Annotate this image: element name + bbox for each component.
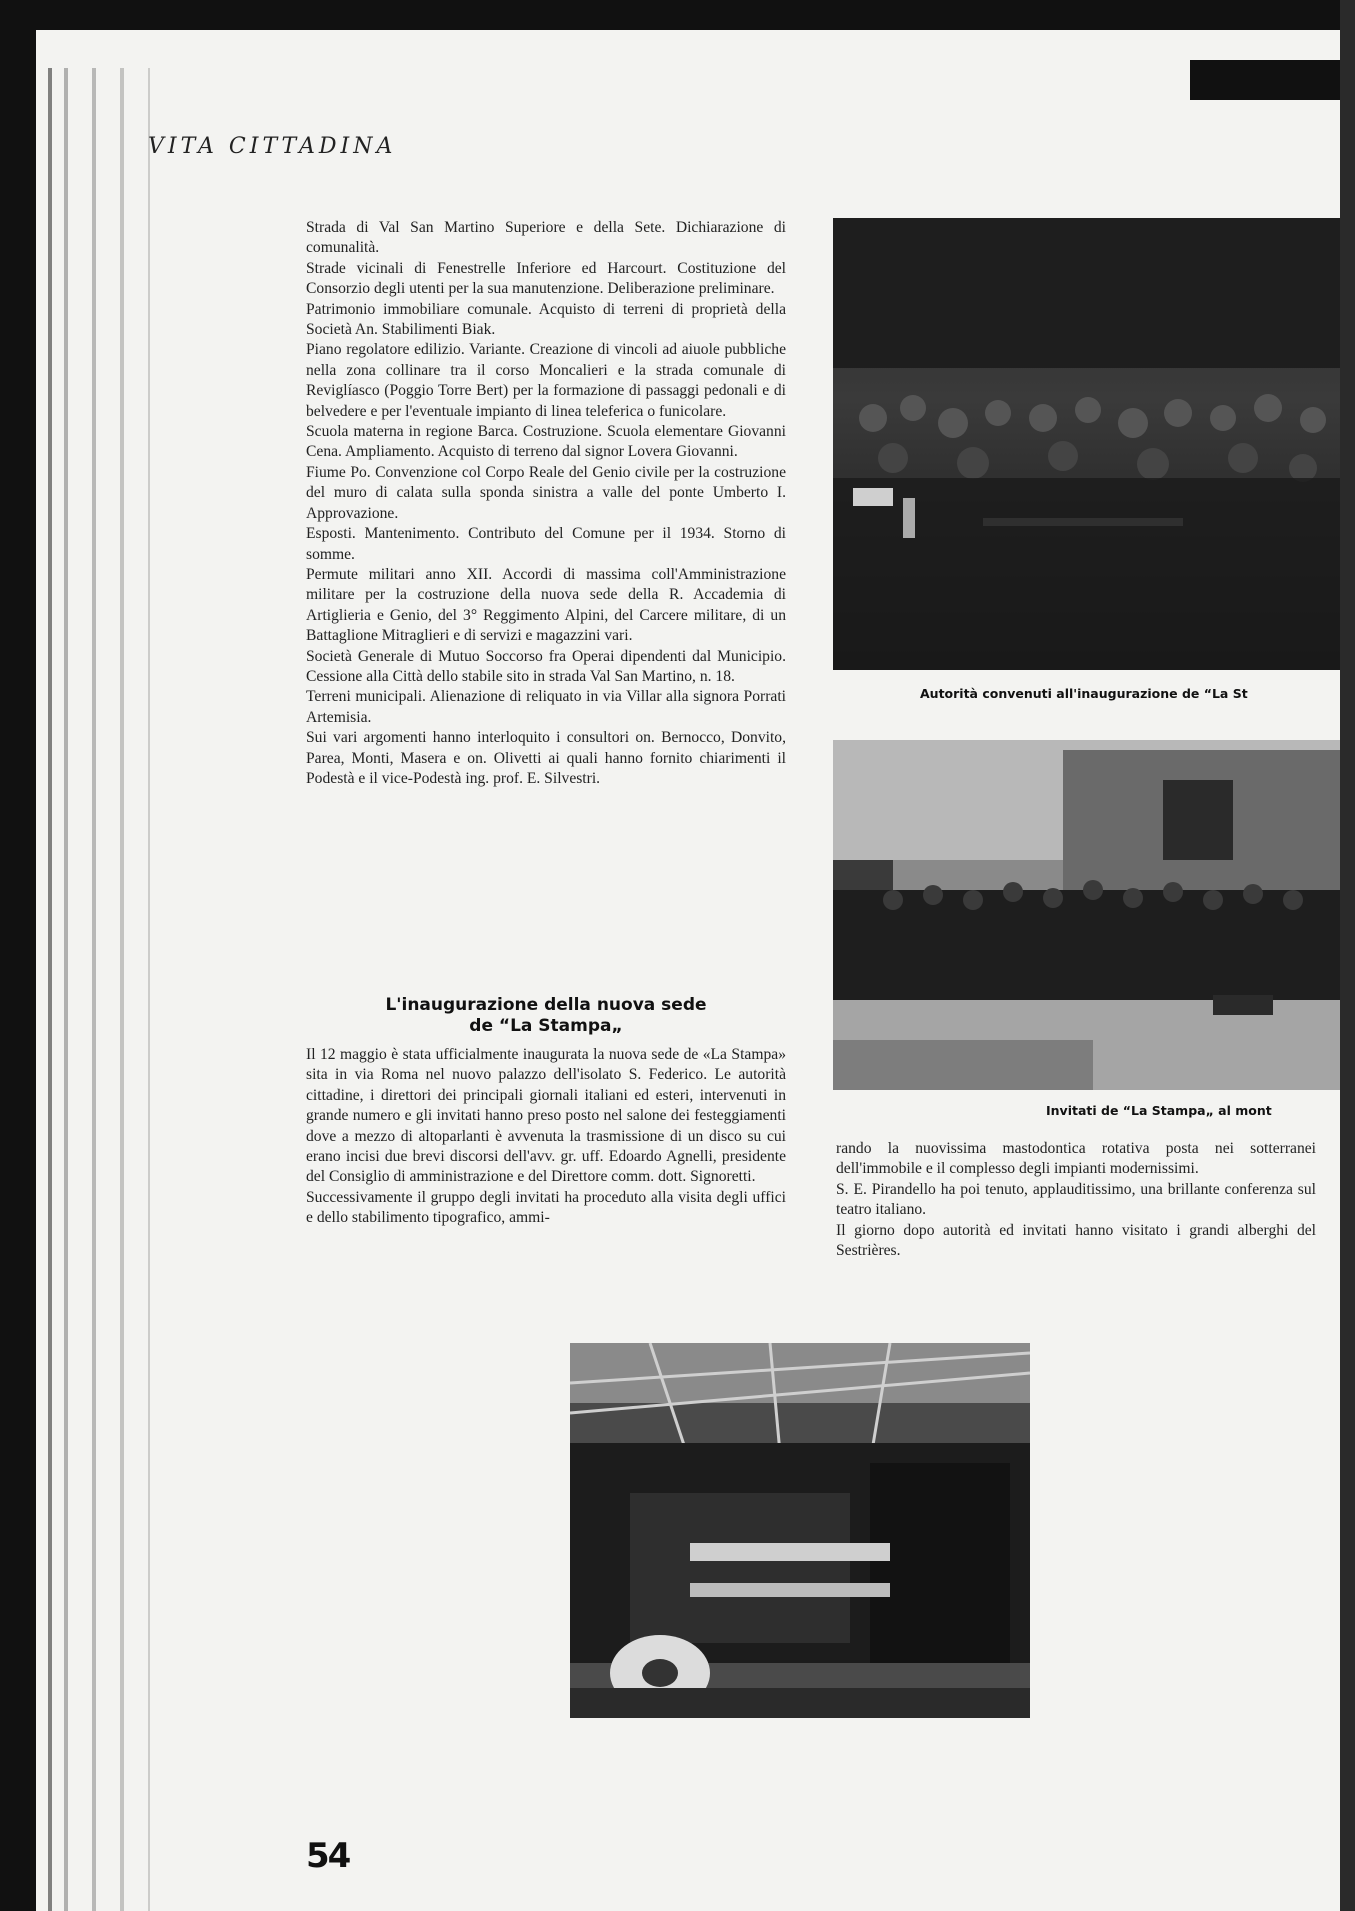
left-column-text (306, 218, 786, 789)
paragraph: rando la nuovissima mastodontica rotativa posta nei sotterranei dell'immobile e il complesso degli impianti modernissimi. (836, 1140, 1316, 1178)
paragraph: Sui vari argomenti hanno interloquito i consultori on. Bernocco, Donvito, Parea, Monti, Masera e on. Olivetti ai quali hanno fornito chiarimenti il Podestà e il vice-Podestà ing. prof. E. Silvestri. (306, 729, 786, 787)
paragraph: Strada di Val San Martino Superiore e della Sete. Dichiarazione di comunalità. (306, 219, 786, 257)
paragraph: Esposti. Mantenimento. Contributo del Comune per il 1934. Storno di somme. (306, 525, 786, 563)
page-number: 54 (306, 1836, 350, 1876)
binding-line (148, 68, 150, 1911)
article-title-line1: L'inaugurazione della nuova sede (385, 995, 707, 1015)
paragraph: Patrimonio immobiliare comunale. Acquisto di terreni di proprietà della Società An. Stabilimenti Biak. (306, 300, 786, 339)
paragraph: Società Generale di Mutuo Soccorso fra Operai dipendenti dal Municipio. Cessione alla Città dello stabile sito in strada Val San Martino, n. 18. (306, 647, 786, 685)
scan-right-edge (1340, 0, 1355, 1911)
binding-line (120, 68, 124, 1911)
paragraph: Permute militari anno XII. Accordi di massima coll'Amministrazione militare per la costruzione della nuova sede della R. Accademia di Artiglieria e Genio, del 3° Reggimento Alpini, del Carcere militare, di un Battaglione Mitraglieri e di servizi e magazzini vari. (306, 565, 786, 645)
paragraph: S. E. Pirandello ha poi tenuto, applauditissimo, una brillante conferenza sul teatro italiano. (836, 1180, 1316, 1219)
article-body (306, 1045, 786, 1229)
scan-left-edge (0, 0, 40, 1911)
article-title-line2: de “La Stampa„ (469, 1016, 623, 1036)
photo-rotativa (570, 1343, 1030, 1718)
paragraph: Il giorno dopo autorità ed invitati hanno visitato i grandi alberghi del Sestrières. (836, 1221, 1316, 1260)
binding-line (64, 68, 68, 1911)
paragraph: Scuola materna in regione Barca. Costruzione. Scuola elementare Giovanni Cena. Ampliamento. Acquisto di terreno dal signor Lovera Giovanni. (306, 423, 786, 461)
photo-authorities (833, 218, 1340, 670)
paragraph: Strade vicinali di Fenestrelle Inferiore ed Harcourt. Costituzione del Consorzio degli utenti per la sua manutenzione. Deliberazione preliminare. (306, 259, 786, 298)
right-column-text (836, 1139, 1316, 1261)
paragraph: Successivamente il gruppo degli invitati ha proceduto alla visita degli uffici e dello stabilimento tipografico, ammi- (306, 1188, 786, 1227)
binding-line (92, 68, 96, 1911)
paragraph: Fiume Po. Convenzione col Corpo Reale del Genio civile per la costruzione del muro di calata sulla sponda sinistra a valle del ponte Umberto I. Approvazione. (306, 463, 786, 522)
photo-invitati (833, 740, 1340, 1090)
binding-line (48, 68, 52, 1911)
article-title (306, 995, 786, 1037)
scan-top-right-shadow (1190, 60, 1355, 100)
paragraph: Il 12 maggio è stata ufficialmente inaugurata la nuova sede de «La Stampa» sita in via Roma nel nuovo palazzo dell'isolato S. Federico. Le autorità cittadine, i direttori dei principali giornali italiani ed esteri, intervenuti in grande numero e gli invitati hanno preso posto nel salone dei festeggiamenti dove a mezzo di altoparlanti è avvenuta la trasmissione di un disco su cui erano incisi due brevi discorsi dell'avv. gr. uff. Edoardo Agnelli, presidente del Consiglio di amministrazione e del Direttore comm. dott. Signoretti. (306, 1046, 786, 1186)
section-header: VITA CITTADINA (148, 134, 397, 159)
photo-caption: Autorità convenuti all'inaugurazione de “La St (920, 686, 1248, 701)
paragraph: Terreni municipali. Alienazione di reliquato in via Villar alla signora Porrati Artemisia. (306, 688, 786, 726)
paragraph: Piano regolatore edilizio. Variante. Creazione di vincoli ad aiuole pubbliche nella zona collinare tra il corso Moncalieri e la strada comunale di Reviglíasco (Poggio Torre Bert) per la formazione di passaggi pedonali e di belvedere e per l'eventuale impianto di linea teleferica o funicolare. (306, 341, 786, 420)
photo-caption: Invitati de “La Stampa„ al mont (1046, 1103, 1272, 1118)
